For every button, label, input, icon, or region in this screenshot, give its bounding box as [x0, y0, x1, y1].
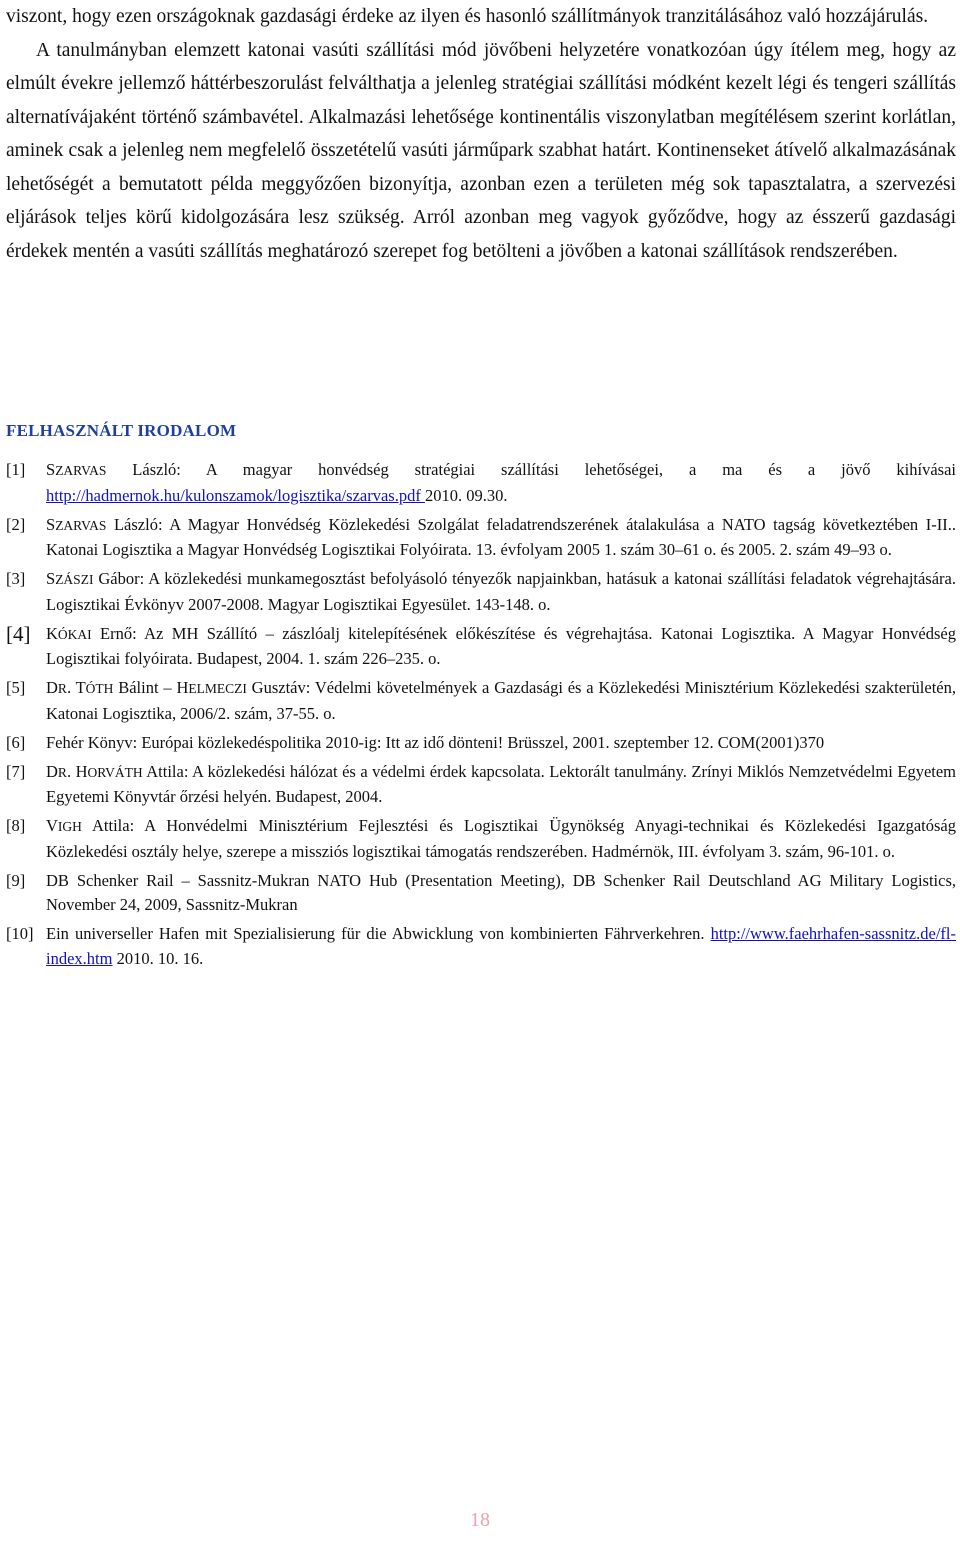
reference-number: [9]: [6, 870, 26, 890]
reference-text: Attila: A Honvédelmi Minisztérium Fejlesztési és Logisztikai Ügynökség Anyagi-technikai és Közlekedési Igazgatóság Közlekedési osztály helye, szerepe a missziós logisztikai támogatás rendszerében. Hadmérnök, III. évfolyam 3. szám, 96-101. o.: [46, 816, 956, 861]
reference-text: László: A Magyar Honvédség Közlekedési Szolgálat feladatrendszerének átalakulása a NATO tagság következtében I-II.. Katonai Logisztika a Magyar Honvédség Logisztikai Folyóirata. 13. évfolyam 2005 1. szám 30–61 o. és 2005. 2. szám 49–93 o.: [46, 514, 956, 559]
reference-link[interactable]: http://www.faehrhafen-sassnitz.de/fl-index.htm: [46, 924, 956, 968]
reference-author: SZARVAS: [46, 514, 107, 534]
reference-text: Attila: A közlekedési hálózat és a védelmi érdek kapcsolata. Lektorált tanulmány. Zrínyi Miklós Nemzetvédelmi Egyetem Egyetemi Könyvtár őrzési helyén. Budapest, 2004.: [46, 761, 957, 806]
paragraph-2: A tanulmányban elemzett katonai vasúti szállítási mód jövőbeni helyzetére vonatkozóan úgy ítélem meg, hogy az elmúlt évekre jellemző háttérbeszorulást felválthatja a jelenleg stratégiai szállítási módként kezelt légi és tengeri szállítás alternatívájaként történő számbavétel. Alkalmazási lehetősége kontinentális viszonylatban megítélésem szerint korlátlan, aminek csak a jelenleg nem megfelelő összetételű vasúti járműpark szabhat határt. Kontinenseket átívelő alkalmazásának lehetőségét a bemutatott példa meggyőzően bizonyítja, azonban ezen a területen még sok tapasztalatra, a szervezési eljárások teljes körű kidolgozására lesz szükség. Arról azonban meg vagyok győződve, hogy az ésszerű gazdasági érdekek mentén a vasúti szállítás meghatározó szerepet fog betölteni a jövőben a katonai szállítások rendszerében.: [6, 39, 956, 262]
document-page: [6, 0, 957, 968]
reference-number: [10]: [6, 924, 34, 943]
reference-author: HELMECZI: [176, 678, 247, 697]
reference-text: Gábor: A közlekedési munkamegosztást befolyásoló tényezők napjainkban, hatásuk a katonai szállítási feladatok végrehajtására. Logisztikai Évkönyv 2007-2008. Magyar Logisztikai Egyesület. 143-148. o.: [46, 569, 956, 614]
reference-item: [6, 922, 956, 971]
reference-text: Ein universeller Hafen mit Spezialisierung für die Abwicklung von kombinierten Fährverkehren.: [46, 924, 711, 943]
reference-item: [6, 458, 956, 508]
reference-item: [6, 760, 956, 810]
reference-item: [6, 513, 956, 563]
reference-author: VIGH: [46, 816, 82, 835]
reference-number: [8]: [6, 816, 26, 835]
reference-item: [6, 814, 956, 864]
reference-number: [5]: [6, 678, 26, 697]
reference-text: Bálint –: [113, 678, 177, 697]
reference-item: [6, 869, 956, 918]
paragraph-1: viszont, hogy ezen országoknak gazdasági érdeke az ilyen és hasonló szállítmányok tranzitálásához való hozzájárulás.: [6, 6, 929, 27]
reference-author: KÓKAI: [46, 623, 92, 643]
reference-text: László: A magyar honvédség stratégiai szállítási lehetőségei, a ma és a jövő kihívásai: [106, 460, 956, 479]
page-number: 18: [470, 1509, 490, 1531]
reference-text: Gusztáv: Védelmi követelmények a Gazdasági és a Közlekedési Minisztérium Közlekedési szakterületén, Katonai Logisztika, 2006/2. szám, 37-55. o.: [46, 678, 956, 723]
reference-item: [6, 567, 956, 617]
body-text: [6, 0, 956, 268]
reference-number: [1]: [6, 460, 26, 479]
reference-item: [6, 622, 956, 672]
reference-number: [2]: [6, 514, 26, 534]
reference-author: SZARVAS: [46, 460, 107, 479]
reference-number: [7]: [6, 761, 26, 781]
reference-date: 2010. 10. 16.: [112, 948, 204, 968]
reference-number: [3]: [6, 569, 26, 588]
reference-date: 2010. 09.30.: [424, 485, 508, 505]
reference-link[interactable]: http://hadmernok.hu/kulonszamok/logisztika/szarvas.pdf: [46, 485, 425, 505]
reference-author: SZÁSZI: [46, 569, 94, 588]
reference-text: Ernő: Az MH Szállító – zászlóalj kitelepítésének előkészítése és végrehajtása. Katonai Logisztika. A Magyar Honvédség Logisztikai folyóirata. Budapest, 2004. 1. szám 226–235. o.: [46, 623, 956, 668]
reference-author: DR. TÓTH: [46, 678, 114, 697]
reference-number: [4]: [6, 621, 31, 646]
references-title: FELHASZNÁLT IRODALOM: [6, 421, 237, 440]
references-list: [6, 458, 956, 976]
reference-author: DR. HORVÁTH: [46, 761, 143, 781]
reference-text: DB Schenker Rail – Sassnitz-Mukran NATO Hub (Presentation Meeting), DB Schenker Rail Deutschland AG Military Logistics, November 24, 2009, Sassnitz-Mukran: [46, 870, 956, 914]
reference-item: [6, 731, 956, 756]
reference-item: [6, 676, 956, 726]
reference-number: [6]: [6, 732, 26, 752]
reference-text: Fehér Könyv: Európai közlekedéspolitika 2010-ig: Itt az idő dönteni! Brüsszel, 2001. szeptember 12. COM(2001)370: [46, 732, 825, 752]
